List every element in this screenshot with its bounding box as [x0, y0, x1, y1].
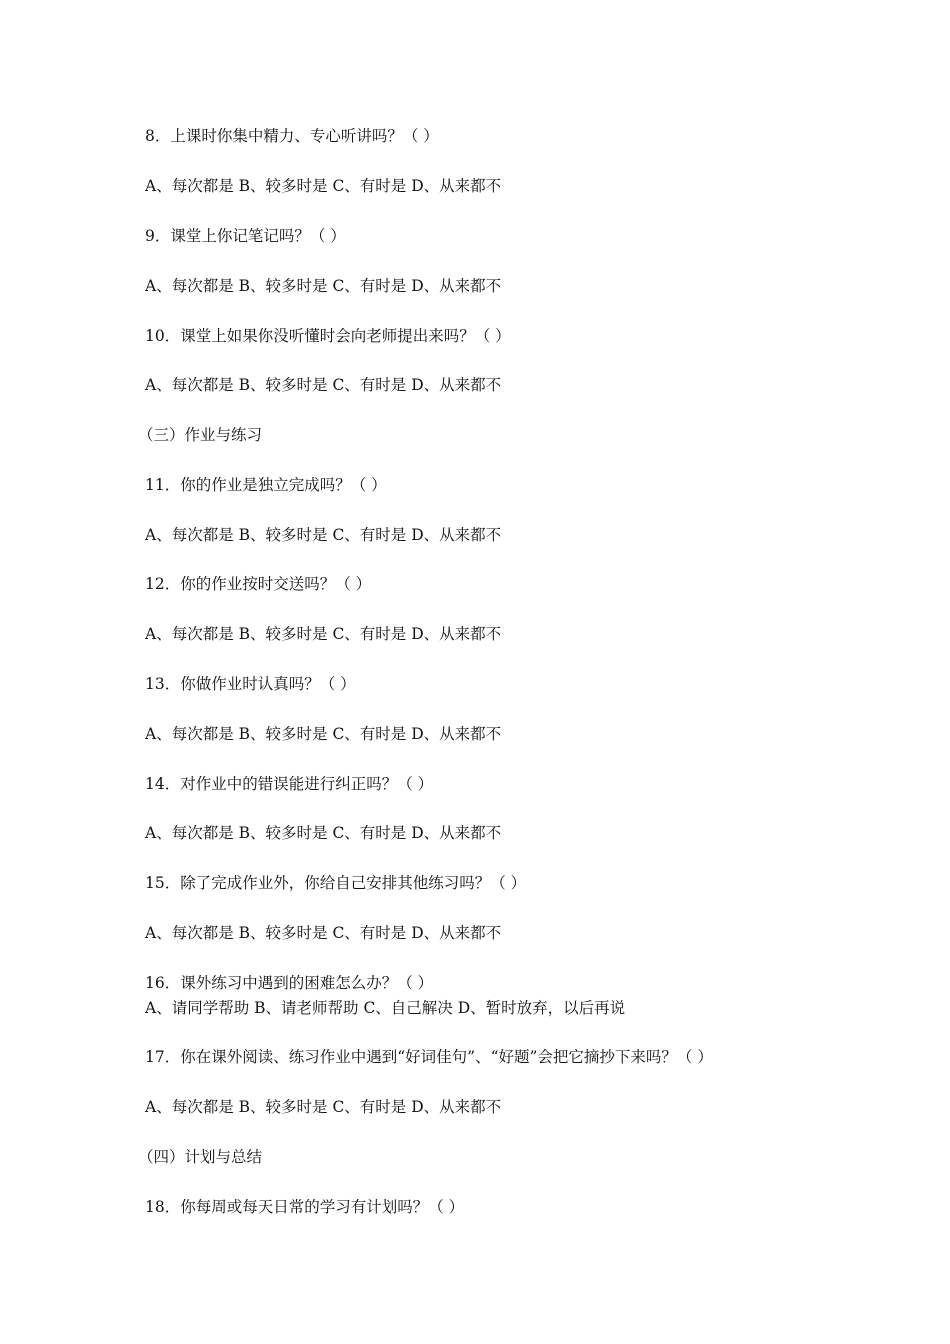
question-9: 9．课堂上你记笔记吗？（ ）	[145, 227, 346, 245]
question-15: 15．除了完成作业外，你给自己安排其他练习吗？（ ）	[145, 874, 527, 892]
section-heading-planning: （四）计划与总结	[138, 1148, 263, 1166]
question-8-options: A、每次都是 B、较多时是 C、有时是 D、从来都不	[145, 177, 502, 195]
question-11-options: A、每次都是 B、较多时是 C、有时是 D、从来都不	[145, 526, 502, 544]
section-heading-homework: （三）作业与练习	[138, 426, 263, 444]
question-12: 12．你的作业按时交送吗？（ ）	[145, 575, 372, 593]
question-16-options: A、请同学帮助 B、请老师帮助 C、自己解决 D、暂时放弃，以后再说	[145, 999, 626, 1017]
question-8: 8．上课时你集中精力、专心听讲吗？（ ）	[145, 127, 439, 145]
question-11: 11．你的作业是独立完成吗？（ ）	[145, 476, 387, 494]
question-12-options: A、每次都是 B、较多时是 C、有时是 D、从来都不	[145, 625, 502, 643]
question-10-options: A、每次都是 B、较多时是 C、有时是 D、从来都不	[145, 376, 502, 394]
question-16: 16．课外练习中遇到的困难怎么办？（ ）	[145, 974, 434, 992]
question-18: 18．你每周或每天日常的学习有计划吗？（ ）	[145, 1198, 465, 1216]
question-14: 14．对作业中的错误能进行纠正吗？（ ）	[145, 775, 434, 793]
question-10: 10．课堂上如果你没听懂时会向老师提出来吗？（ ）	[145, 327, 511, 345]
question-17-options: A、每次都是 B、较多时是 C、有时是 D、从来都不	[145, 1098, 502, 1116]
question-14-options: A、每次都是 B、较多时是 C、有时是 D、从来都不	[145, 824, 502, 842]
question-15-options: A、每次都是 B、较多时是 C、有时是 D、从来都不	[145, 924, 502, 942]
question-9-options: A、每次都是 B、较多时是 C、有时是 D、从来都不	[145, 277, 502, 295]
question-13-options: A、每次都是 B、较多时是 C、有时是 D、从来都不	[145, 725, 502, 743]
question-13: 13．你做作业时认真吗？（ ）	[145, 675, 356, 693]
question-17: 17．你在课外阅读、练习作业中遇到“好词佳句”、“好题”会把它摘抄下来吗？（ ）	[145, 1048, 713, 1066]
